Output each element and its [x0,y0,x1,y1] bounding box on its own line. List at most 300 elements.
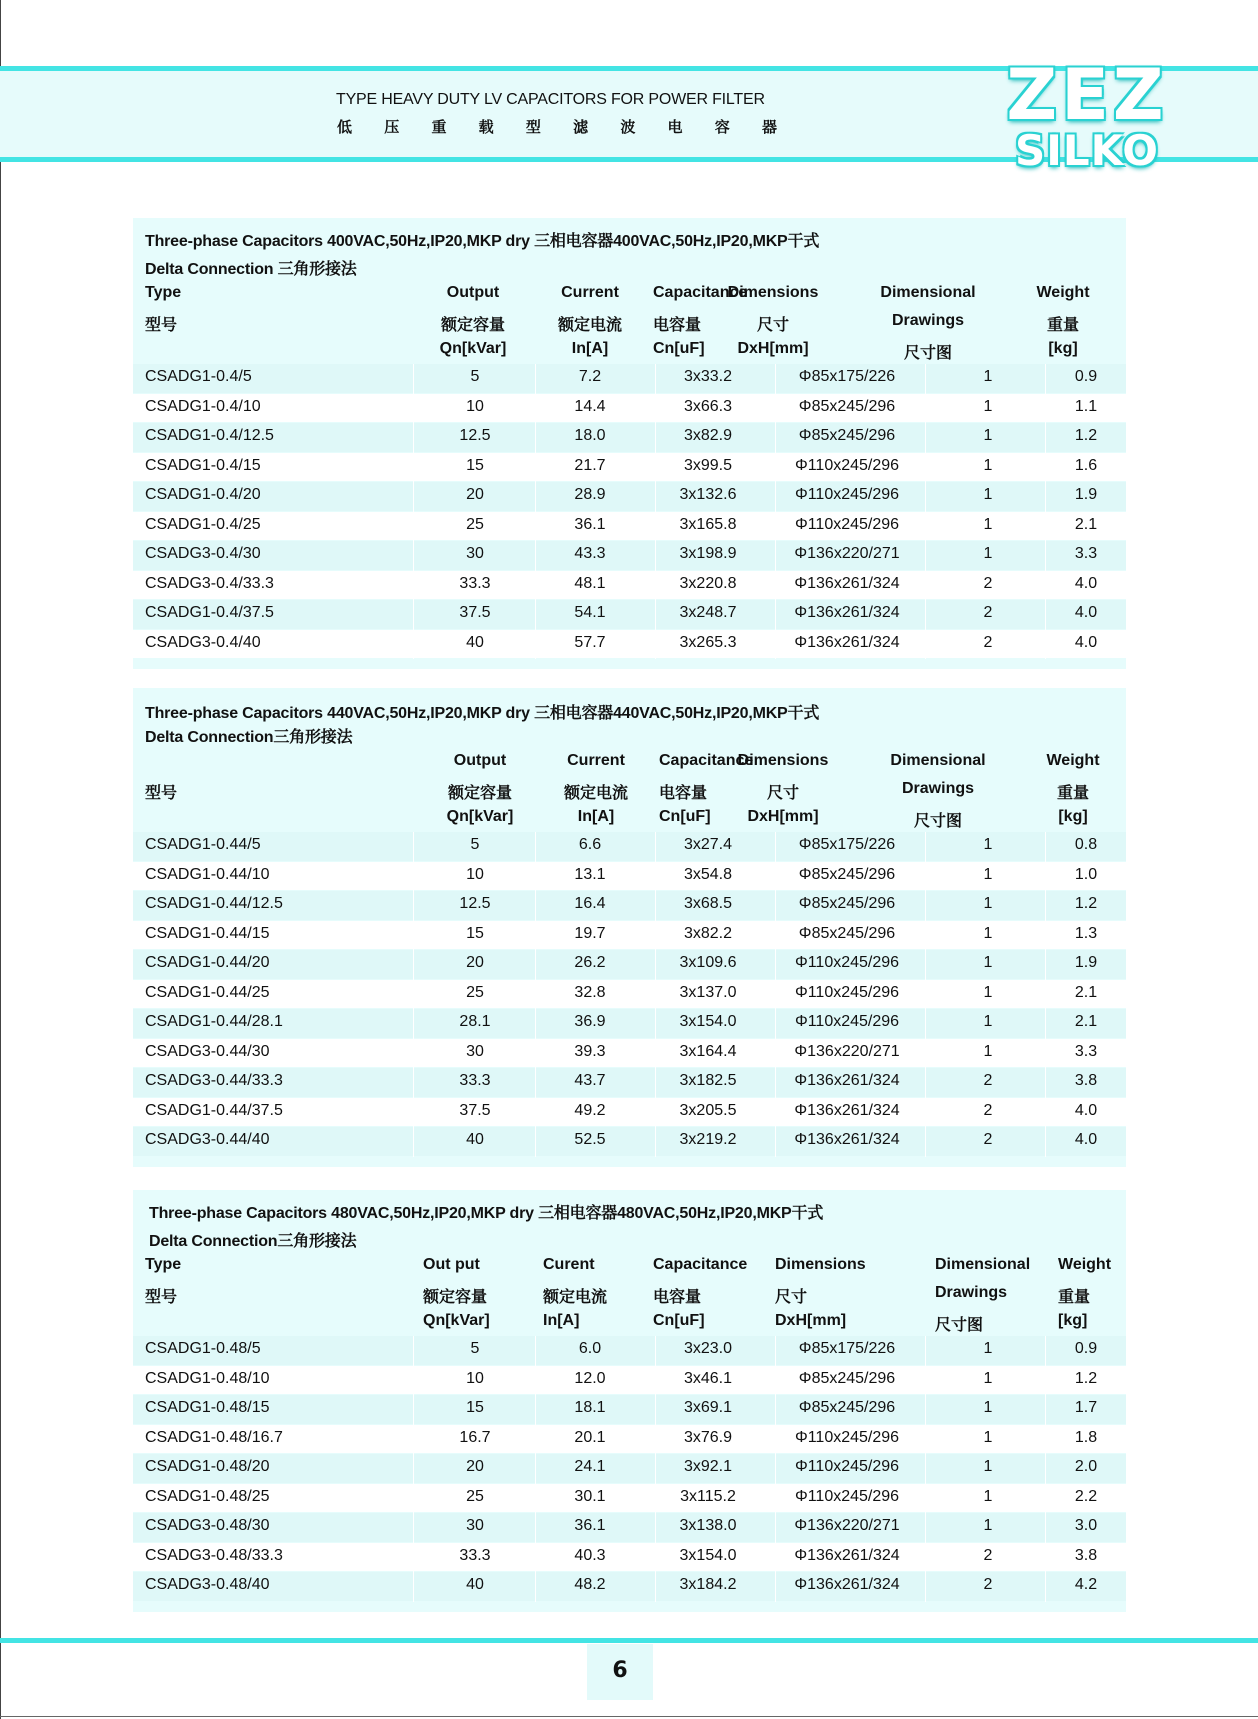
table-cell: Φ136x220/271 [794,1042,900,1060]
table-cell: 20 [466,486,484,503]
column-header: Weight [1046,752,1100,769]
table-cell: 5 [470,368,480,385]
table-cell: 1.8 [1074,1428,1098,1446]
table-cell: 3x132.6 [679,486,737,503]
table-cell: 1 [983,1399,993,1416]
column-header: 额定电流 [543,1289,608,1306]
table-cell: 3x248.7 [679,604,737,621]
column-header: Dimensional [880,284,976,301]
table-cell: 1.9 [1074,486,1098,503]
table-cell: 30 [466,545,484,562]
column-header: 型号 [145,317,178,334]
table-cell: 1.2 [1074,1369,1098,1387]
type-cell: CSADG1-0.48/15 [145,1399,270,1416]
table-cell: 10 [466,1369,484,1387]
table-cell: Φ136x220/271 [794,545,900,562]
column-header: Dimensions [775,1256,866,1273]
type-cell: CSADG1-0.4/20 [145,486,261,503]
table-cell: 3x220.8 [679,574,737,592]
table-cell: Φ136x261/324 [794,604,900,621]
column-divider [925,832,926,1157]
subtitle-char: 重 [431,118,447,136]
table-cell: Φ136x261/324 [794,1072,900,1089]
table-cell: 13.1 [574,865,606,883]
table-cell: 10 [466,397,484,415]
table-row-bg [133,1127,1126,1156]
table-cell: Φ110x245/296 [794,1487,900,1505]
page-number: 6 [612,1658,628,1683]
table-subtitle: Delta Connection 三角形接法 [145,261,357,278]
column-header: Cn[uF] [653,340,705,357]
table-cell: 52.5 [574,1131,606,1148]
column-header: 额定电流 [557,317,623,334]
column-header: Dimensional [935,1256,1031,1273]
table-cell: 3x137.0 [679,983,737,1001]
type-cell: CSADG1-0.44/25 [145,983,270,1001]
table-cell: 19.7 [574,924,606,942]
column-header: Qn[kVar] [446,808,514,825]
column-header: 尺寸图 [913,813,963,830]
table-cell: 1 [983,456,993,474]
type-cell: CSADG3-0.4/40 [145,633,261,651]
column-header: 尺寸 [766,785,800,802]
column-header: [kg] [1058,1312,1088,1329]
column-divider [655,364,656,659]
table-row-bg [133,862,1126,891]
column-header: In[A] [571,340,609,357]
table-cell: 3x92.1 [683,1458,733,1475]
table-cell: 0.9 [1074,368,1098,385]
table-row-bg [133,1039,1126,1068]
table-cell: 33.3 [459,1072,491,1089]
table-title: Three-phase Capacitors 480VAC,50Hz,IP20,MKP dry 三相电容器480VAC,50Hz,IP20,MKP干式 [149,1205,824,1222]
table-row-bg [133,630,1126,659]
table-row-bg [133,364,1126,393]
subtitle-char: 器 [761,118,777,136]
table-cell: 3x27.4 [683,836,733,853]
table-cell: 2 [983,1131,993,1148]
type-cell: CSADG1-0.4/15 [145,456,261,474]
column-header: 尺寸 [775,1289,808,1306]
table-cell: 33.3 [459,574,491,592]
type-cell: CSADG3-0.48/30 [145,1517,270,1534]
table-cell: 3x66.3 [683,397,733,415]
table-cell: 3.0 [1074,1517,1098,1534]
column-divider [655,832,656,1157]
column-header: 重量 [1046,317,1080,334]
table-cell: 4.0 [1074,1101,1098,1119]
table-cell: 18.1 [574,1399,606,1416]
column-header: 型号 [145,785,178,802]
column-header: 电容量 [653,317,702,334]
type-cell: CSADG1-0.44/10 [145,865,270,883]
table-cell: 3x82.9 [683,427,733,444]
table-cell: 43.7 [574,1072,606,1089]
table-cell: 3.3 [1074,1042,1098,1060]
table-cell: 21.7 [574,456,606,474]
table-cell: 1.3 [1074,924,1098,942]
table-cell: Φ85x245/296 [798,924,896,942]
table-cell: 1 [983,1340,993,1357]
table-row-bg [133,571,1126,600]
table-cell: 3x138.0 [679,1517,737,1534]
page-subtitle [337,116,777,137]
table-cell: 3x115.2 [680,1487,736,1505]
column-header: Capacitance [659,752,754,769]
table-cell: 4.0 [1074,633,1098,651]
table-row-bg [133,921,1126,950]
subtitle-char: 波 [620,118,636,136]
table-cell: Φ136x261/324 [794,1576,900,1593]
table-row-bg [133,1395,1126,1424]
column-header: Qn[kVar] [439,340,507,357]
table-cell: 10 [466,865,484,883]
spec-table-2 [133,688,1126,1167]
table-cell: 57.7 [574,633,606,651]
table-cell: 2 [983,574,993,592]
table-cell: 1.7 [1074,1399,1098,1416]
table-cell: 3x76.9 [683,1428,733,1446]
subtitle-char: 压 [384,118,400,136]
table-cell: 1.0 [1074,865,1098,883]
table-cell: Φ110x245/296 [794,1458,900,1475]
table-cell: Φ136x261/324 [794,633,900,651]
column-header: Output [453,752,507,769]
table-cell: 40.3 [574,1546,606,1564]
table-cell: 6.0 [578,1340,602,1357]
table-cell: Φ85x175/226 [798,836,896,853]
column-header: Cn[uF] [659,808,711,825]
table-cell: Φ110x245/296 [794,954,900,971]
table-cell: Φ110x245/296 [794,486,900,503]
type-cell: CSADG1-0.4/10 [145,397,261,415]
type-cell: CSADG1-0.48/25 [145,1487,270,1505]
table-cell: 40 [466,1131,484,1148]
table-cell: 3x82.2 [683,924,733,942]
type-cell: CSADG1-0.44/20 [145,954,270,971]
table-cell: 12.5 [459,427,491,444]
table-cell: 3x99.5 [683,456,733,474]
table-cell: 36.1 [574,1517,606,1534]
table-cell: Φ85x245/296 [798,865,896,883]
column-header: [kg] [1058,808,1088,825]
type-cell: CSADG1-0.48/20 [145,1458,270,1475]
type-cell: CSADG1-0.44/5 [145,836,261,853]
table-row-bg [133,1366,1126,1395]
type-cell: CSADG3-0.44/33.3 [145,1072,283,1089]
table-cell: 1 [983,427,993,444]
table-cell: 25 [466,983,484,1001]
table-cell: 37.5 [459,604,491,621]
table-cell: 3x154.0 [679,1546,737,1564]
table-cell: Φ110x245/296 [794,456,900,474]
type-cell: CSADG3-0.48/33.3 [145,1546,283,1564]
table-cell: 1.2 [1074,895,1098,912]
table-row-bg [133,1336,1126,1365]
table-cell: 1 [983,1042,993,1060]
table-cell: 2.1 [1074,983,1098,1001]
table-cell: 3.8 [1074,1546,1098,1564]
table-cell: 3x33.2 [683,368,733,385]
table-cell: 3.3 [1074,545,1098,562]
table-cell: 26.2 [574,954,606,971]
table-cell: Φ85x175/226 [798,368,896,385]
table-cell: 36.9 [574,1013,606,1030]
type-cell: CSADG1-0.44/15 [145,924,270,942]
table-cell: 1 [983,1369,993,1387]
table-row-bg [133,482,1126,511]
table-cell: 24.1 [574,1458,606,1475]
table-cell: 3x265.3 [679,633,737,651]
column-header: Current [567,752,625,769]
column-header: Cn[uF] [653,1312,705,1329]
subtitle-char: 容 [714,118,730,136]
table-cell: 15 [466,924,484,942]
table-cell: Φ136x261/324 [794,1101,900,1119]
table-cell: 2.0 [1074,1458,1098,1475]
table-cell: 12.5 [459,895,491,912]
footer-rule [0,1638,1258,1643]
table-cell: 0.9 [1074,1340,1098,1357]
column-header: Output [446,284,500,301]
table-row-bg [133,600,1126,629]
column-header: Type [145,1256,182,1273]
table-cell: 14.4 [574,397,606,415]
column-divider [535,364,536,659]
column-header: Weight [1058,1256,1112,1273]
column-header: Type [145,284,182,301]
table-cell: 2 [983,1546,993,1564]
table-cell: Φ110x245/296 [794,515,900,533]
table-cell: 3x154.0 [679,1013,737,1030]
column-header: Dimensional [890,752,986,769]
table-cell: 36.1 [574,515,606,533]
table-cell: 25 [466,515,484,533]
column-header: 额定电流 [563,785,629,802]
table-cell: 3x184.2 [679,1576,737,1593]
table-cell: 16.7 [459,1428,491,1446]
table-cell: 30 [466,1042,484,1060]
table-cell: Φ110x245/296 [794,1013,900,1030]
table-cell: 48.2 [574,1576,606,1593]
table-cell: 5 [470,836,480,853]
column-divider [413,364,414,659]
table-cell: 1 [983,895,993,912]
type-cell: CSADG1-0.4/25 [145,515,261,533]
page-title: TYPE HEAVY DUTY LV CAPACITORS FOR POWER FILTER [336,91,765,108]
table-cell: 1 [983,1013,993,1030]
table-cell: Φ110x245/296 [794,1428,900,1446]
logo-text-silko: SILKO [1014,126,1159,175]
table-cell: Φ85x175/226 [798,1340,896,1357]
table-cell: 5 [470,1340,480,1357]
type-cell: CSADG3-0.48/40 [145,1576,270,1593]
table-row-bg [133,1513,1126,1542]
table-cell: 20 [466,954,484,971]
table-cell: Φ136x220/271 [794,1517,900,1534]
table-cell: 1 [983,1487,993,1505]
column-header: 尺寸图 [903,345,953,362]
table-row-bg [133,980,1126,1009]
column-header: DxH[mm] [737,340,809,357]
table-cell: Φ136x261/324 [794,574,900,592]
column-divider [1045,832,1046,1157]
column-divider [775,832,776,1157]
table-cell: 3x109.6 [679,954,737,971]
table-cell: Φ85x245/296 [798,397,896,415]
table-cell: 18.0 [574,427,606,444]
column-header: Capacitance [653,1256,748,1273]
type-cell: CSADG1-0.48/16.7 [145,1428,283,1446]
table-cell: Φ110x245/296 [794,983,900,1001]
table-cell: 7.2 [578,368,602,385]
table-cell: 1 [983,1517,993,1534]
column-header: 额定容量 [440,317,506,334]
table-row-bg [133,453,1126,482]
table-cell: 1 [983,983,993,1001]
table-cell: 1 [983,836,993,853]
column-header: Dimensions [737,752,829,769]
column-header: 额定容量 [447,785,513,802]
table-cell: 1.9 [1074,954,1098,971]
subtitle-char: 型 [525,118,541,136]
page-edge [0,0,1,1719]
table-cell: 3x46.1 [683,1369,733,1387]
table-row-bg [133,1572,1126,1601]
type-cell: CSADG1-0.44/28.1 [145,1013,283,1030]
table-cell: 2 [983,604,993,621]
subtitle-char: 电 [667,118,683,136]
column-header: Curent [543,1256,595,1273]
table-cell: Φ136x261/324 [794,1131,900,1148]
table-cell: 1.2 [1074,427,1098,444]
column-divider [1045,364,1046,659]
spec-table-1 [133,218,1126,669]
table-cell: 0.8 [1074,836,1098,853]
column-header: In[A] [543,1312,580,1329]
column-header: DxH[mm] [747,808,819,825]
table-cell: 1 [983,545,993,562]
table-cell: 32.8 [574,983,606,1001]
column-header: In[A] [577,808,615,825]
table-cell: 49.2 [574,1101,606,1119]
subtitle-char: 滤 [573,118,589,136]
column-header: Dimensions [727,284,819,301]
table-cell: 3x68.5 [683,895,733,912]
table-cell: 3x205.5 [679,1101,737,1119]
type-cell: CSADG1-0.4/12.5 [145,427,274,444]
table-cell: 1.1 [1074,397,1098,415]
table-cell: 3.8 [1074,1072,1098,1089]
table-row-bg [133,832,1126,861]
column-divider [655,1336,656,1602]
table-cell: 4.0 [1074,574,1098,592]
type-cell: CSADG3-0.44/40 [145,1131,270,1148]
column-divider [413,832,414,1157]
table-row-bg [133,512,1126,541]
table-subtitle: Delta Connection三角形接法 [149,1233,357,1250]
table-cell: 4.2 [1074,1576,1098,1593]
table-cell: 40 [466,633,484,651]
table-cell: 15 [466,456,484,474]
table-cell: 28.1 [459,1013,491,1030]
column-header: 型号 [145,1289,178,1306]
table-cell: 33.3 [459,1546,491,1564]
column-header: Current [561,284,619,301]
subtitle-char: 低 [337,118,353,136]
column-header: Drawings [935,1284,1008,1301]
column-divider [535,832,536,1157]
column-header: DxH[mm] [775,1312,847,1329]
type-cell: CSADG1-0.4/5 [145,368,252,385]
table-cell: 2.1 [1074,1013,1098,1030]
table-cell: 1.6 [1074,456,1098,474]
column-header: Out put [423,1256,480,1273]
table-cell: Φ85x245/296 [798,427,896,444]
table-row-bg [133,423,1126,452]
column-header: 电容量 [659,785,708,802]
table-cell: 3x54.8 [683,865,733,883]
type-cell: CSADG3-0.44/30 [145,1042,270,1060]
table-cell: 30.1 [574,1487,606,1505]
table-row-bg [133,1484,1126,1513]
table-cell: 12.0 [574,1369,606,1387]
table-cell: 39.3 [574,1042,606,1060]
table-cell: 1 [983,954,993,971]
table-cell: 20.1 [574,1428,606,1446]
table-cell: 2.1 [1074,515,1098,533]
table-cell: Φ85x245/296 [798,1399,896,1416]
column-header: 电容量 [653,1289,702,1306]
column-header: 重量 [1056,785,1090,802]
column-divider [925,1336,926,1602]
table-cell: 2 [983,1101,993,1119]
column-header: [kg] [1048,340,1078,357]
table-cell: 1 [983,397,993,415]
table-cell: 1 [983,515,993,533]
table-cell: 2 [983,1576,993,1593]
type-cell: CSADG3-0.4/30 [145,545,261,562]
table-cell: 1 [983,924,993,942]
table-cell: 3x23.0 [683,1340,733,1357]
table-row-bg [133,541,1126,570]
type-cell: CSADG1-0.44/12.5 [145,895,283,912]
column-divider [413,1336,414,1602]
table-cell: 54.1 [574,604,606,621]
table-cell: 20 [466,1458,484,1475]
type-cell: CSADG1-0.48/5 [145,1340,261,1357]
table-cell: 3x165.8 [679,515,737,533]
table-cell: 2 [983,633,993,651]
table-cell: 2.2 [1074,1487,1098,1505]
type-cell: CSADG3-0.4/33.3 [145,574,274,592]
column-divider [775,364,776,659]
table-cell: 6.6 [578,836,602,853]
zez-silko-logo [984,54,1190,175]
table-cell: 1 [983,1428,993,1446]
column-divider [775,1336,776,1602]
type-cell: CSADG1-0.44/37.5 [145,1101,283,1119]
table-title: Three-phase Capacitors 440VAC,50Hz,IP20,MKP dry 三相电容器440VAC,50Hz,IP20,MKP干式 [145,705,820,722]
table-row-bg [133,950,1126,979]
column-header: Drawings [901,780,975,797]
table-cell: 15 [466,1399,484,1416]
column-header: 额定容量 [423,1289,488,1306]
column-divider [925,364,926,659]
column-divider [1045,1336,1046,1602]
table-cell: 4.0 [1074,604,1098,621]
table-cell: Φ85x245/296 [798,895,896,912]
